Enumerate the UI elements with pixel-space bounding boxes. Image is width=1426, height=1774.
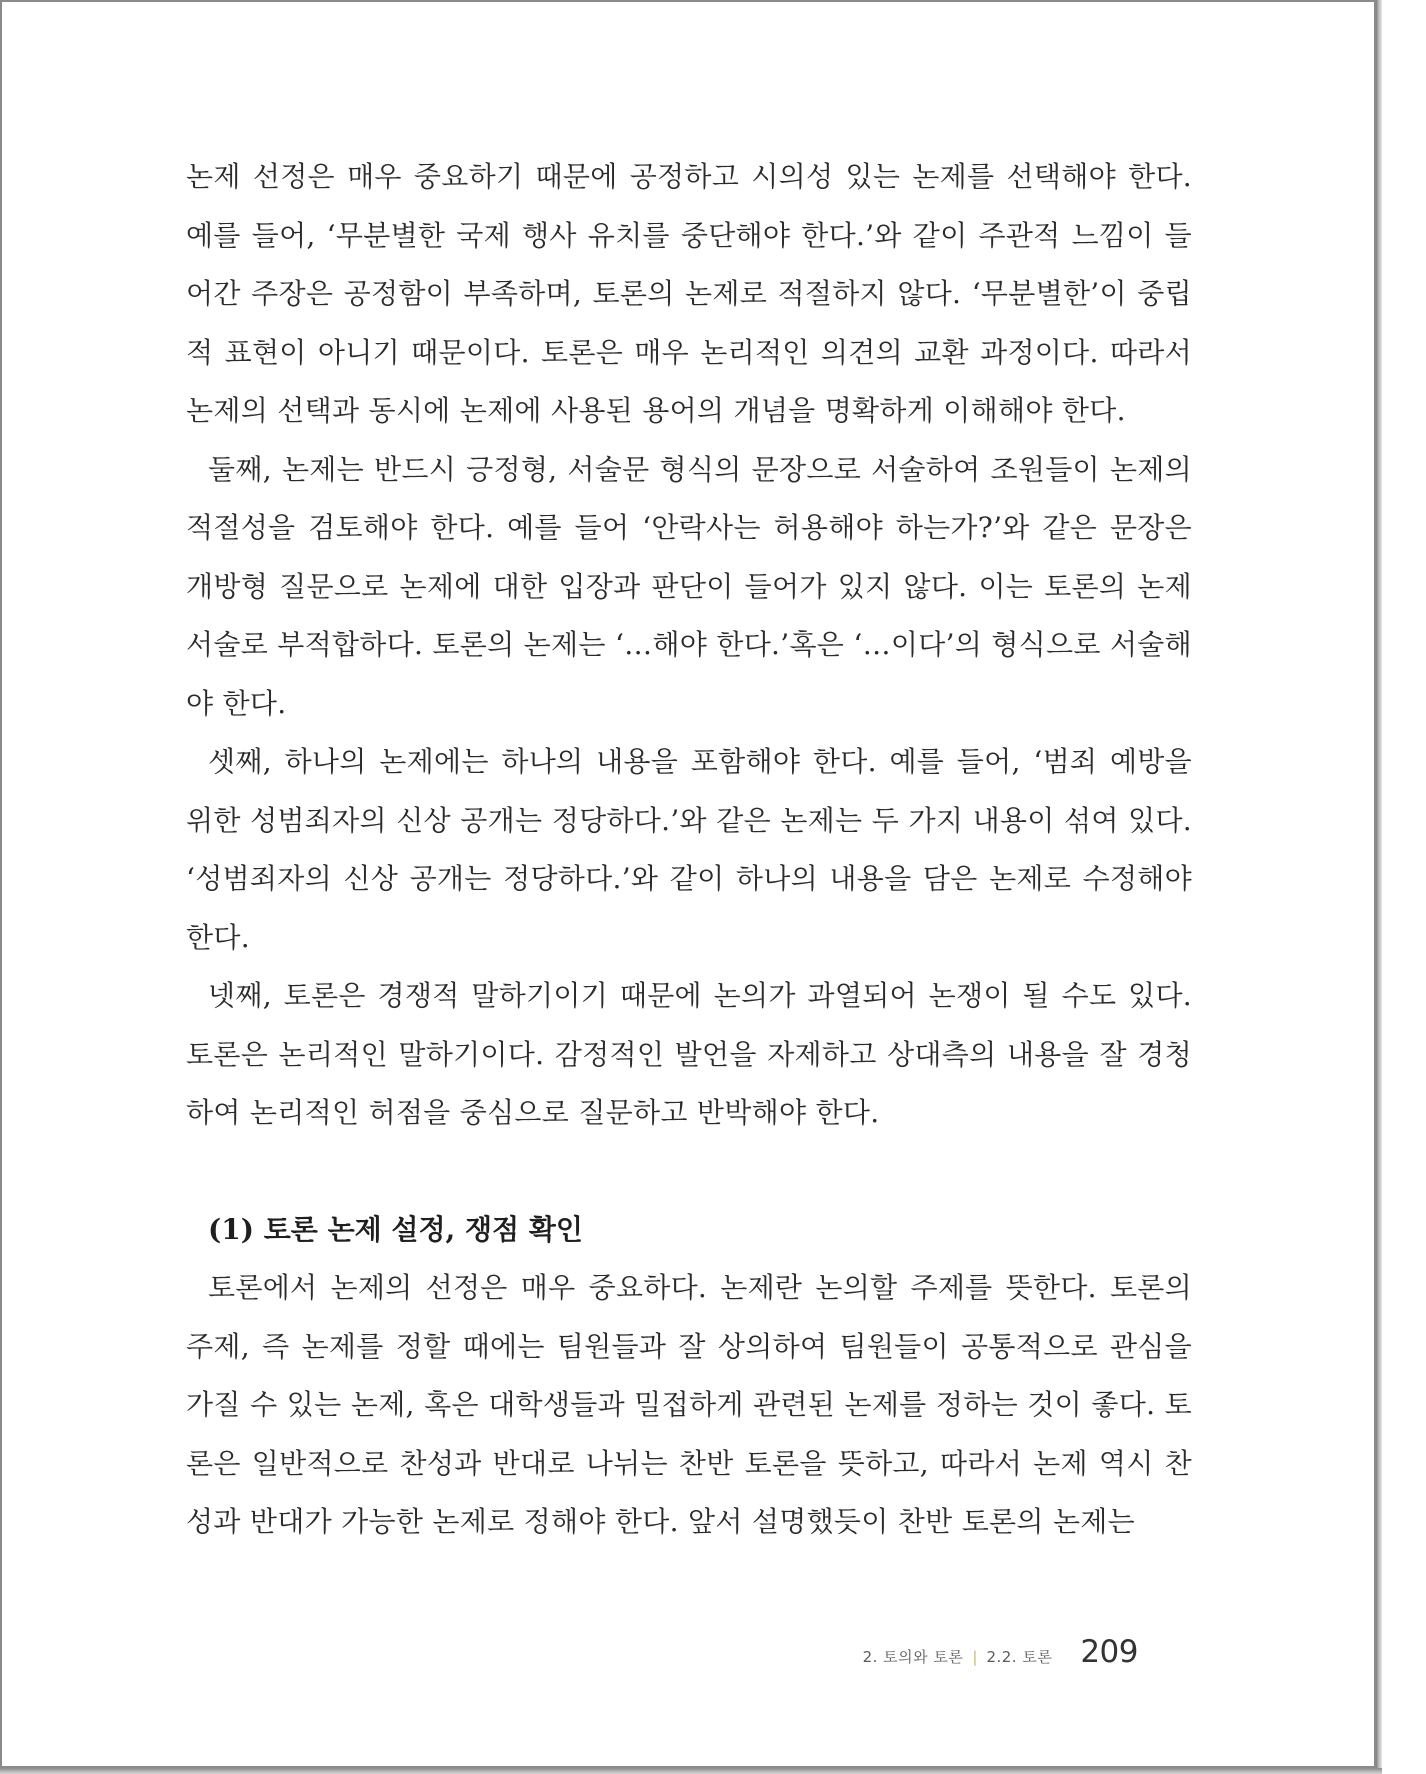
section-spacer (186, 1143, 1192, 1201)
footer-divider: | (972, 1648, 978, 1666)
paragraph-third: 셋째, 하나의 논제에는 하나의 내용을 포함해야 한다. 예를 들어, ‘범죄 예방을 위한 성범죄자의 신상 공개는 정당하다.’와 같은 논제는 두 가지 내용이 섞여 있다. ‘성범죄자의 신상 공개는 정당하다.’와 같이 하나의 내용을 담은 논제로 수정해야 한다. (186, 745, 1192, 954)
section-heading: (1) 토론 논제 설정, 쟁점 확인 (208, 1212, 583, 1246)
paragraph-second: 둘째, 논제는 반드시 긍정형, 서술문 형식의 문장으로 서술하여 조원들이 논제의 적절성을 검토해야 한다. 예를 들어 ‘안락사는 허용해야 하는가?’와 같은 문장은 개방형 질문으로 논제에 대한 입장과 판단이 들어가 있지 않다. 이는 토론의 논제 서술로 부적합하다. 토론의 논제는 ‘…해야 한다.’혹은 ‘…이다’의 형식으로 서술해야 한다. (186, 452, 1192, 720)
page-footer (863, 1634, 1138, 1670)
paragraph-section-body: 토론에서 논제의 선정은 매우 중요하다. 논제란 논의할 주제를 뜻한다. 토론의 주제, 즉 논제를 정할 때에는 팀원들과 잘 상의하여 팀원들이 공통적으로 관심을 가질 수 있는 논제, 혹은 대학생들과 밀접하게 관련된 논제를 정하는 것이 좋다. 토론은 일반적으로 찬성과 반대로 나뉘는 찬반 토론을 뜻하고, 따라서 논제 역시 찬성과 반대가 가능한 논제로 정해야 한다. 앞서 설명했듯이 찬반 토론의 논제는 (186, 1271, 1192, 1538)
paragraph-intro: 논제 선정은 매우 중요하기 때문에 공정하고 시의성 있는 논제를 선택해야 한다. 예를 들어, ‘무분별한 국제 행사 유치를 중단해야 한다.’와 같이 주관적 느낌이 들어간 주장은 공정함이 부족하며, 토론의 논제로 적절하지 않다. ‘무분별한’이 중립적 표현이 아니기 때문이다. 토론은 매우 논리적인 의견의 교환 과정이다. 따라서 논제의 선택과 동시에 논제에 사용된 용어의 개념을 명확하게 이해해야 한다. (186, 160, 1192, 427)
viewer-background (1382, 0, 1426, 1774)
footer-chapter: 2. 토의와 토론 (862, 1648, 964, 1666)
footer-section: 2.2. 토론 (986, 1648, 1053, 1666)
page-shadow-bottom (0, 1768, 1382, 1774)
page-body (186, 148, 1192, 1552)
page-number: 209 (1080, 1634, 1138, 1670)
paragraph-fourth: 넷째, 토론은 경쟁적 말하기이기 때문에 논의가 과열되어 논쟁이 될 수도 있다. 토론은 논리적인 말하기이다. 감정적인 발언을 자제하고 상대측의 내용을 잘 경청하여 논리적인 허점을 중심으로 질문하고 반박해야 한다. (186, 979, 1192, 1129)
